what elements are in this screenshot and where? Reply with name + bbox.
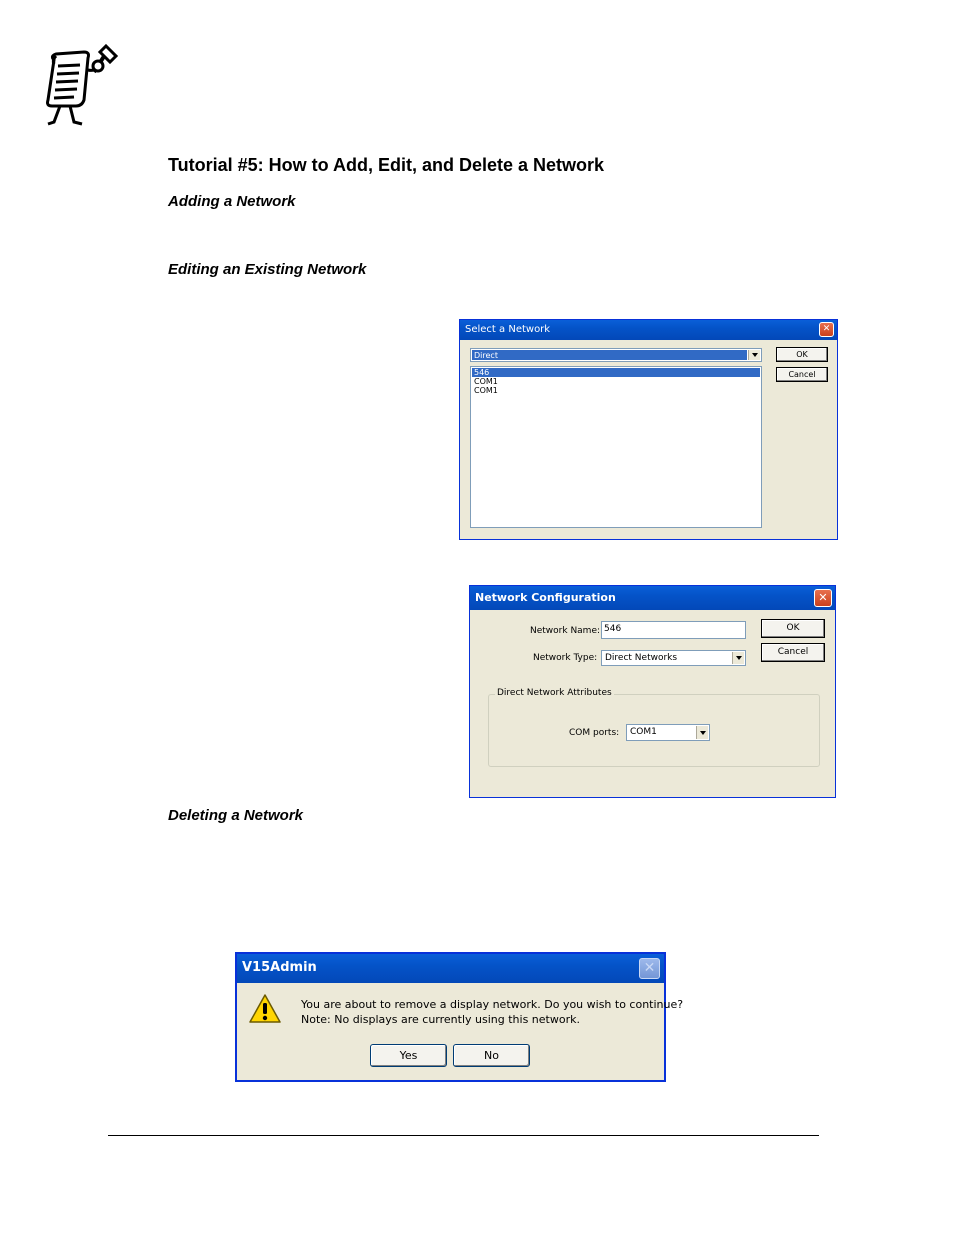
select-network-dialog: [459, 319, 838, 540]
section-editing-heading: Editing an Existing Network: [168, 261, 367, 278]
close-icon: ✕: [639, 958, 660, 979]
network-configuration-dialog: [469, 585, 836, 798]
com-ports-select[interactable]: [626, 724, 710, 741]
network-type-select[interactable]: [601, 650, 746, 666]
network-configuration-titlebar: [470, 586, 835, 610]
yes-button[interactable]: Yes: [370, 1044, 447, 1067]
chevron-down-icon[interactable]: [696, 726, 708, 739]
network-filter-value: Direct: [472, 350, 747, 360]
com-ports-label: COM ports:: [569, 728, 620, 738]
com-ports-value: COM1: [630, 727, 657, 737]
page-title: Tutorial #5: How to Add, Edit, and Delete a Network: [168, 155, 605, 175]
cancel-button[interactable]: Cancel: [776, 367, 828, 382]
cancel-button[interactable]: Cancel: [761, 643, 825, 662]
group-title: Direct Network Attributes: [497, 688, 612, 698]
direct-network-attributes-group: [488, 688, 820, 767]
v15admin-confirm-dialog: [235, 952, 684, 1082]
section-adding-heading: Adding a Network: [168, 193, 296, 210]
network-type-label: Network Type:: [533, 653, 598, 663]
chevron-down-icon[interactable]: [748, 350, 760, 360]
chevron-down-icon[interactable]: [732, 652, 744, 664]
no-button[interactable]: No: [453, 1044, 530, 1067]
close-icon[interactable]: ✕: [819, 322, 834, 337]
list-item[interactable]: COM1: [474, 386, 498, 395]
ok-button[interactable]: OK: [761, 619, 825, 638]
v15admin-title: V15Admin: [242, 960, 317, 975]
network-configuration-title: Network Configuration: [475, 591, 616, 604]
select-network-titlebar: [460, 320, 837, 340]
network-type-value: Direct Networks: [605, 653, 678, 663]
warning-icon: [249, 993, 281, 1025]
v15admin-titlebar: [237, 954, 664, 983]
select-network-title: Select a Network: [465, 324, 551, 335]
ok-button[interactable]: OK: [776, 347, 828, 362]
list-item[interactable]: COM1: [474, 377, 498, 386]
footer-divider: [108, 1135, 819, 1136]
section-deleting-heading: Deleting a Network: [168, 807, 304, 824]
network-filter-dropdown[interactable]: [470, 348, 762, 362]
confirm-message-line2: Note: No displays are currently using this network.: [301, 1013, 580, 1026]
network-name-label: Network Name:: [530, 626, 601, 636]
tutorial-note-icon: [44, 42, 120, 130]
network-name-input[interactable]: 546: [601, 621, 746, 639]
list-item[interactable]: 546: [472, 368, 760, 377]
network-list[interactable]: [470, 366, 762, 528]
confirm-message-line1: You are about to remove a display network. Do you wish to continue?: [301, 998, 684, 1011]
close-icon[interactable]: ✕: [814, 589, 832, 607]
